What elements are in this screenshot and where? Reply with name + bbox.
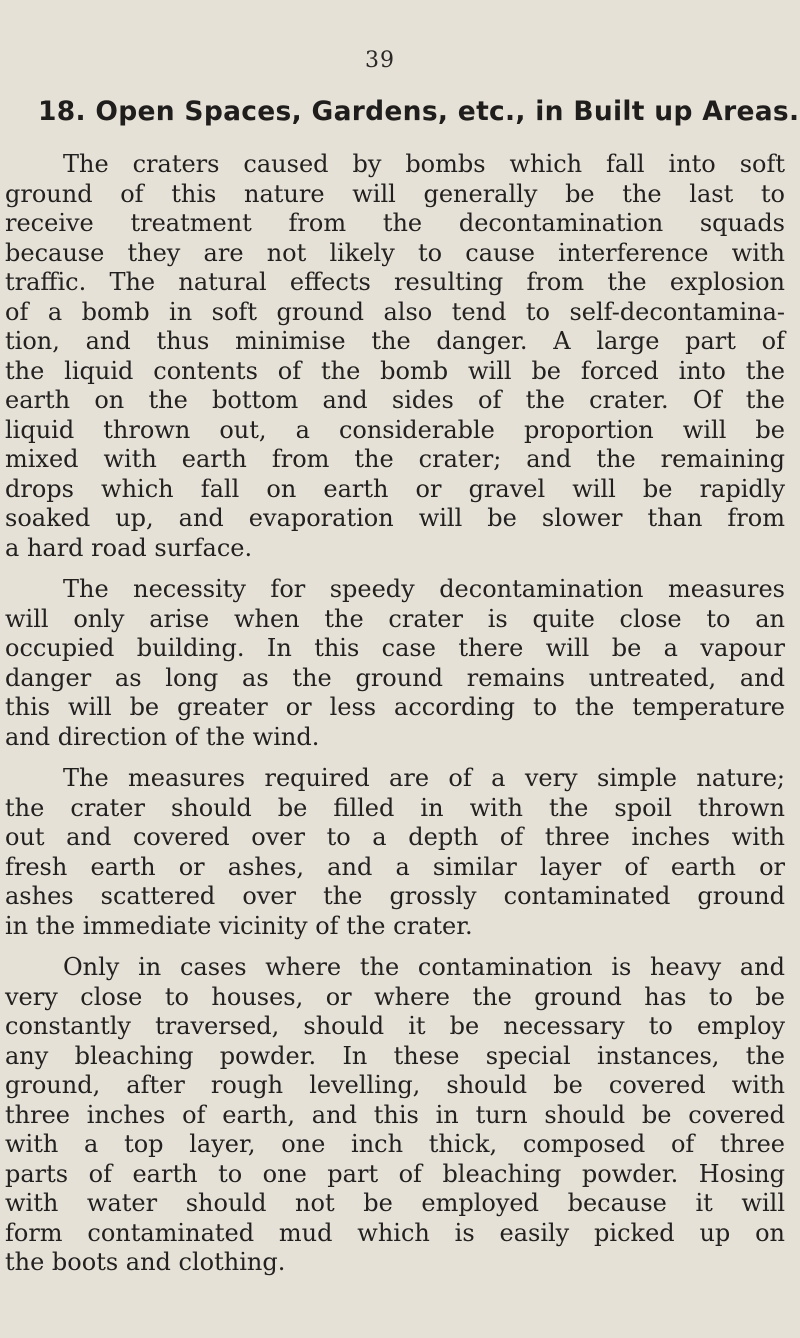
text-line: any bleaching powder. In these special instances, the — [5, 1041, 785, 1070]
text-line: because they are not likely to cause interference with — [5, 238, 785, 267]
text-line: drops which fall on earth or gravel will be rapidly — [5, 474, 785, 503]
paragraph — [5, 575, 785, 752]
text-line: fresh earth or ashes, and a similar layer of earth or — [5, 852, 785, 881]
text-line: tion, and thus minimise the danger. A large part of — [5, 327, 785, 355]
text-line: occupied building. In this case there will be a vapour — [5, 634, 785, 662]
text-line: The measures required are of a very simple nature; — [63, 764, 785, 792]
paragraph — [5, 150, 785, 563]
text-line: The craters caused by bombs which fall into soft — [63, 150, 785, 178]
text-line: parts of earth to one part of bleaching powder. Hosing — [5, 1159, 785, 1188]
text-line: three inches of earth, and this in turn should be covered — [5, 1100, 785, 1129]
text-line: very close to houses, or where the ground has to be — [5, 982, 785, 1011]
text-line: out and covered over to a depth of three inches with — [5, 823, 785, 851]
text-line: of a bomb in soft ground also tend to self-decontamina- — [5, 297, 785, 326]
text-line: in the immediate vicinity of the crater. — [5, 911, 473, 940]
text-line: mixed with earth from the crater; and the remaining — [5, 445, 785, 473]
text-line: liquid thrown out, a considerable proportion will be — [5, 415, 785, 444]
body-text — [5, 150, 785, 1290]
text-line: constantly traversed, should it be necessary to employ — [5, 1012, 785, 1040]
text-line: the crater should be filled in with the spoil thrown — [5, 793, 785, 822]
text-line: Only in cases where the contamination is heavy and — [63, 953, 785, 981]
text-line: will only arise when the crater is quite close to an — [5, 604, 785, 633]
section-heading: 18. Open Spaces, Gardens, etc., in Built up Areas. — [38, 96, 800, 127]
text-line: ground of this nature will generally be the last to — [5, 179, 785, 208]
paragraph — [5, 764, 785, 941]
text-line: receive treatment from the decontamination squads — [5, 209, 785, 237]
text-line: danger as long as the ground remains untreated, and — [5, 663, 785, 692]
text-line: with water should not be employed because it will — [5, 1189, 785, 1217]
text-line: The necessity for speedy decontamination measures — [63, 575, 785, 603]
text-line: form contaminated mud which is easily picked up on — [5, 1218, 785, 1247]
page-number: 39 — [365, 48, 395, 73]
text-line: the boots and clothing. — [5, 1248, 286, 1276]
text-line: traffic. The natural effects resulting from the explosion — [5, 268, 785, 296]
paragraph — [5, 953, 785, 1278]
text-line: this will be greater or less according to the temperature — [5, 693, 785, 721]
text-line: ashes scattered over the grossly contaminated ground — [5, 882, 785, 910]
text-line: earth on the bottom and sides of the crater. Of the — [5, 386, 785, 414]
text-line: a hard road surface. — [5, 533, 253, 562]
text-line: soaked up, and evaporation will be slower than from — [5, 504, 785, 532]
text-line: and direction of the wind. — [5, 722, 320, 751]
text-line: the liquid contents of the bomb will be forced into the — [5, 356, 785, 385]
text-line: with a top layer, one inch thick, composed of three — [5, 1130, 785, 1158]
text-line: ground, after rough levelling, should be covered with — [5, 1071, 785, 1099]
